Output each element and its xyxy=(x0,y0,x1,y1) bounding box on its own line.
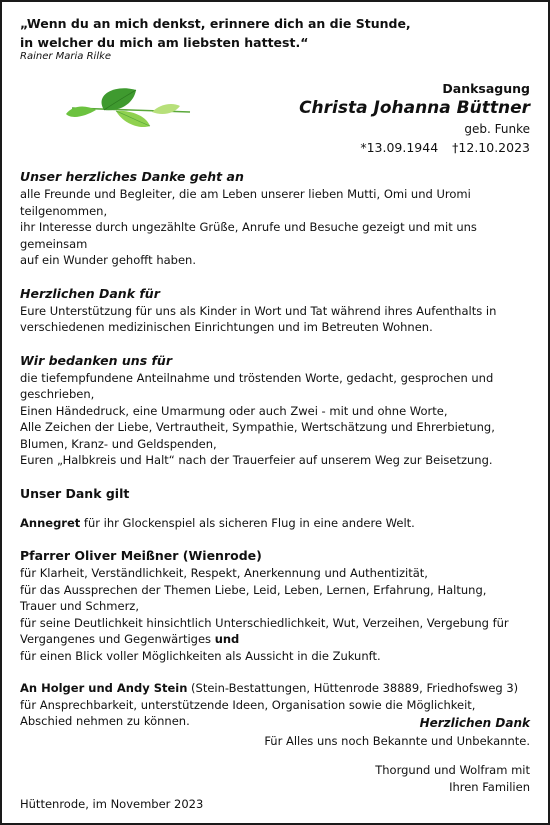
text-line: verschiedenen medizinischen Einrichtungen und im Betreuten Wohnen. xyxy=(20,320,433,334)
person-name: An Holger und Andy Stein xyxy=(20,681,188,695)
text-line: geschrieben, xyxy=(20,387,95,401)
closing-line: Für Alles uns noch Bekannte und Unbekannte. xyxy=(264,734,530,748)
family-line-1: Thorgund und Wolfram mit xyxy=(375,763,530,777)
text-line: die tiefempfundene Anteilnahme und tröstenden Worte, gedacht, gesprochen und xyxy=(20,370,494,385)
text-line: auf ein Wunder gehofft haben. xyxy=(20,253,196,267)
section-pastor xyxy=(20,547,534,664)
birth-date: *13.09.1944 xyxy=(360,140,439,155)
quote xyxy=(20,14,411,52)
quote-line-1: „Wenn du an mich denkst, erinnere dich an die Stunde, xyxy=(20,16,411,31)
quote-line-2: in welcher du mich am liebsten hattest.“ xyxy=(20,35,309,50)
section-our-thanks xyxy=(20,485,534,503)
quote-author: Rainer Maria Rilke xyxy=(20,51,112,62)
section-heading: Pfarrer Oliver Meißner (Wienrode) xyxy=(20,548,262,563)
text-line: für Klarheit, Verständlichkeit, Respekt, Anerkennung und Authentizität, xyxy=(20,566,428,580)
section-annegret xyxy=(20,515,534,532)
section-heading: Wir bedanken uns für xyxy=(20,352,172,368)
family-line-2: Ihren Familien xyxy=(449,780,530,794)
notice-title: Danksagung xyxy=(442,81,530,96)
text-line: Alle Zeichen der Liebe, Vertrautheit, Sympathie, Wertschätzung und Ehrerbietung, xyxy=(20,420,495,434)
leaf-branch-icon xyxy=(64,86,194,132)
emphasis-und: und xyxy=(214,632,240,646)
closing-heading: Herzlichen Dank xyxy=(419,716,530,730)
text-line: Euren „Halbkreis und Halt“ nach der Trauerfeier auf unserem Weg zur Beisetzung. xyxy=(20,453,493,467)
text-line: Eure Unterstützung für uns als Kinder in Wort und Tat während ihres Aufenthalts in xyxy=(20,303,497,318)
death-date: †12.10.2023 xyxy=(452,140,530,155)
text-line: für ihr Glockenspiel als sicheren Flug in eine andere Welt. xyxy=(80,515,415,530)
closing xyxy=(264,714,530,750)
deceased-name: Christa Johanna Büttner xyxy=(299,98,530,118)
text-line: Abschied nehmen zu können. xyxy=(20,714,190,728)
section-thanks-condolences xyxy=(20,352,534,469)
body-text xyxy=(20,168,534,746)
text-line: Vergangenes und Gegenwärtiges xyxy=(20,632,215,646)
family-signature xyxy=(375,762,530,796)
text-line: Blumen, Kranz- und Geldspenden, xyxy=(20,436,217,451)
section-heading: Unser herzliches Danke geht an xyxy=(20,169,244,184)
place-date: Hüttenrode, im November 2023 xyxy=(20,797,204,811)
text-line: Einen Händedruck, eine Umarmung oder auch Zwei - mit und ohne Worte, xyxy=(20,403,448,418)
text-line: für einen Blick voller Möglichkeiten als Aussicht in die Zukunft. xyxy=(20,648,381,663)
section-heading: Herzlichen Dank für xyxy=(20,285,160,301)
text-line: (Stein-Bestattungen, Hüttenrode 38889, Friedhofsweg 3) xyxy=(187,681,519,695)
person-name: Annegret xyxy=(20,515,81,530)
section-heading: Unser Dank gilt xyxy=(20,485,130,501)
life-dates xyxy=(360,140,530,155)
text-line: ihr Interesse durch ungezählte Grüße, Anrufe und Besuche gezeigt und mit uns gemeinsam xyxy=(20,220,477,251)
text-line: für seine Deutlichkeit hinsichtlich Unterschiedlichkeit, Wut, Verzeihen, Vergebung für xyxy=(20,615,509,630)
maiden-name: geb. Funke xyxy=(464,122,530,136)
section-thanks-support xyxy=(20,285,534,336)
text-line: für das Aussprechen der Themen Liebe, Leid, Leben, Lernen, Erfahrung, Haltung, xyxy=(20,582,487,597)
section-thanks-all xyxy=(20,168,534,269)
text-line: alle Freunde und Begleiter, die am Leben unserer lieben Mutti, Omi und Uromi teilgenommen, xyxy=(20,187,471,218)
text-line: für Ansprechbarkeit, unterstützende Ideen, Organisation sowie die Möglichkeit, xyxy=(20,697,476,712)
text-line: Trauer und Schmerz, xyxy=(20,599,139,613)
